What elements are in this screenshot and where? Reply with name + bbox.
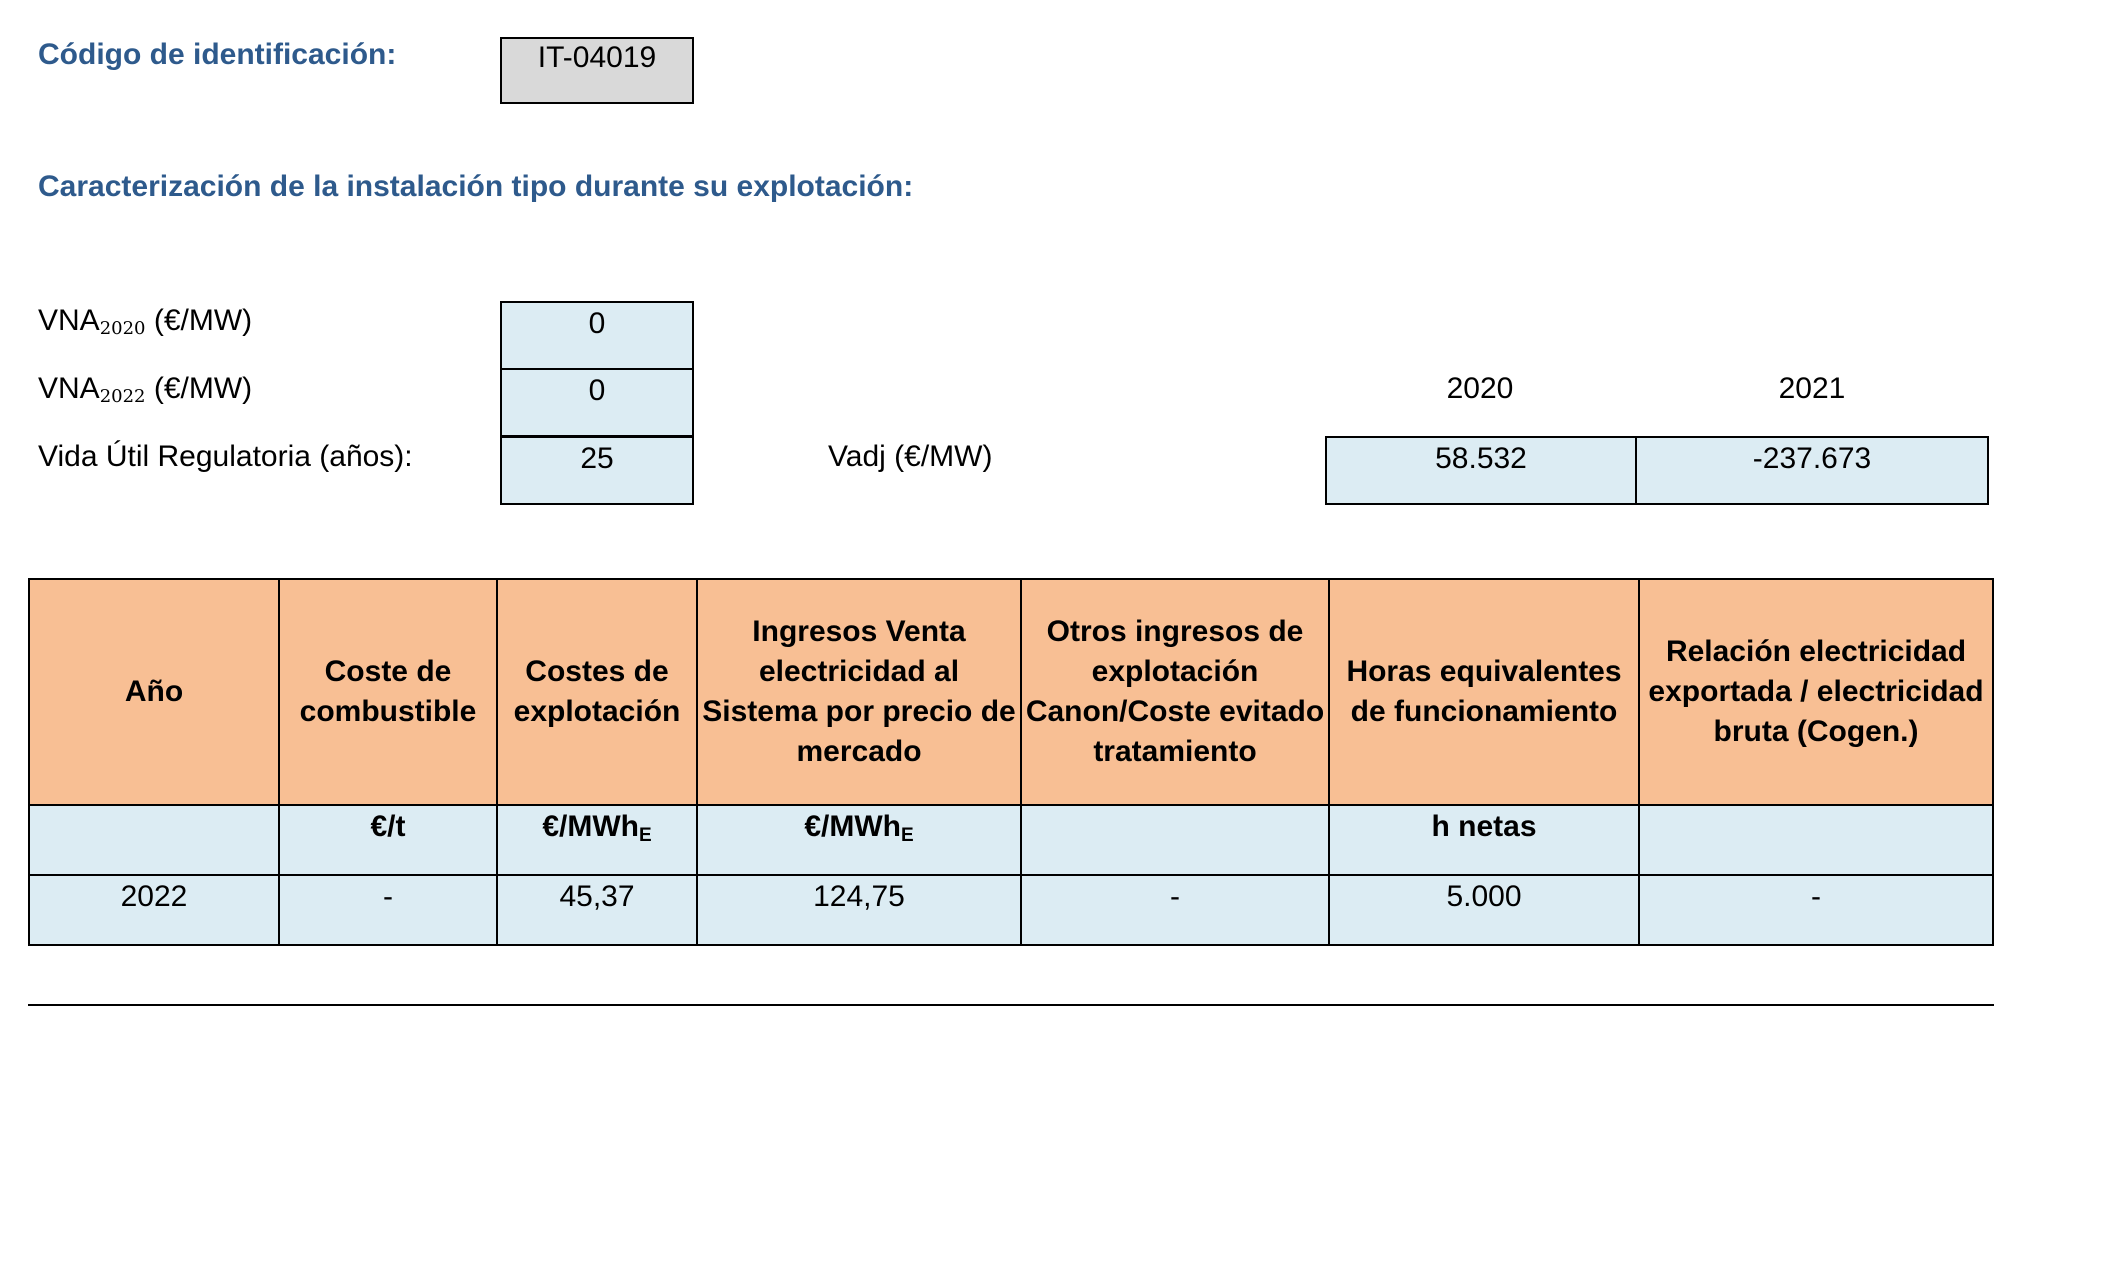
vida-label: Vida Útil Regulatoria (años): xyxy=(38,440,413,473)
unit-cell: €/MWh$_E$ xyxy=(697,805,1021,875)
table-units-row xyxy=(29,805,1993,875)
vadj-label: Vadj (€/MW) xyxy=(828,440,993,473)
header-relacion-electricidad: Relación electricidad exportada / electricidad bruta (Cogen.) xyxy=(1639,579,1993,805)
vna2020-value: 0 xyxy=(500,301,694,370)
cell-ano: 2022 xyxy=(29,875,279,945)
vna2020-label: $VNA_{2020}$ (€/MW) xyxy=(38,304,253,339)
cell-ingresos-venta: 124,75 xyxy=(697,875,1021,945)
cell-otros-ingresos: - xyxy=(1021,875,1329,945)
unit-cell xyxy=(29,805,279,875)
section-title: Caracterización de la instalación tipo durante su explotación: xyxy=(38,170,914,203)
vadj-year-2021: 2021 xyxy=(1778,372,1846,405)
header-ingresos-venta: Ingresos Venta electricidad al Sistema por precio de mercado xyxy=(697,579,1021,805)
vadj-value-2021: -237.673 xyxy=(1635,436,1989,505)
vna2022-value: 0 xyxy=(500,368,694,437)
unit-cell xyxy=(1639,805,1993,875)
header-ano: Año xyxy=(29,579,279,805)
bottom-divider xyxy=(28,1004,1994,1006)
vadj-year-2020: 2020 xyxy=(1446,372,1514,405)
unit-cell xyxy=(1021,805,1329,875)
unit-cell: h netas xyxy=(1329,805,1639,875)
id-value: IT-04019 xyxy=(500,37,694,104)
vida-value: 25 xyxy=(500,436,694,505)
header-horas-equivalentes: Horas equivalentes de funcionamiento xyxy=(1329,579,1639,805)
unit-cell: €/t xyxy=(279,805,497,875)
cell-relacion-electricidad: - xyxy=(1639,875,1993,945)
unit-cell: €/MWh$_E$ xyxy=(497,805,697,875)
explotacion-table xyxy=(28,578,1994,946)
vna2022-label: $VNA_{2022}$ (€/MW) xyxy=(38,372,253,407)
header-coste-combustible: Coste de combustible xyxy=(279,579,497,805)
table-row xyxy=(29,875,1993,945)
vadj-value-2020: 58.532 xyxy=(1325,436,1637,505)
id-label: Código de identificación: xyxy=(38,38,397,71)
header-costes-explotacion: Costes de explotación xyxy=(497,579,697,805)
table-header-row xyxy=(29,579,1993,805)
cell-costes-explotacion: 45,37 xyxy=(497,875,697,945)
cell-coste-combustible: - xyxy=(279,875,497,945)
cell-horas-equivalentes: 5.000 xyxy=(1329,875,1639,945)
header-otros-ingresos: Otros ingresos de explotación Canon/Coste evitado tratamiento xyxy=(1021,579,1329,805)
